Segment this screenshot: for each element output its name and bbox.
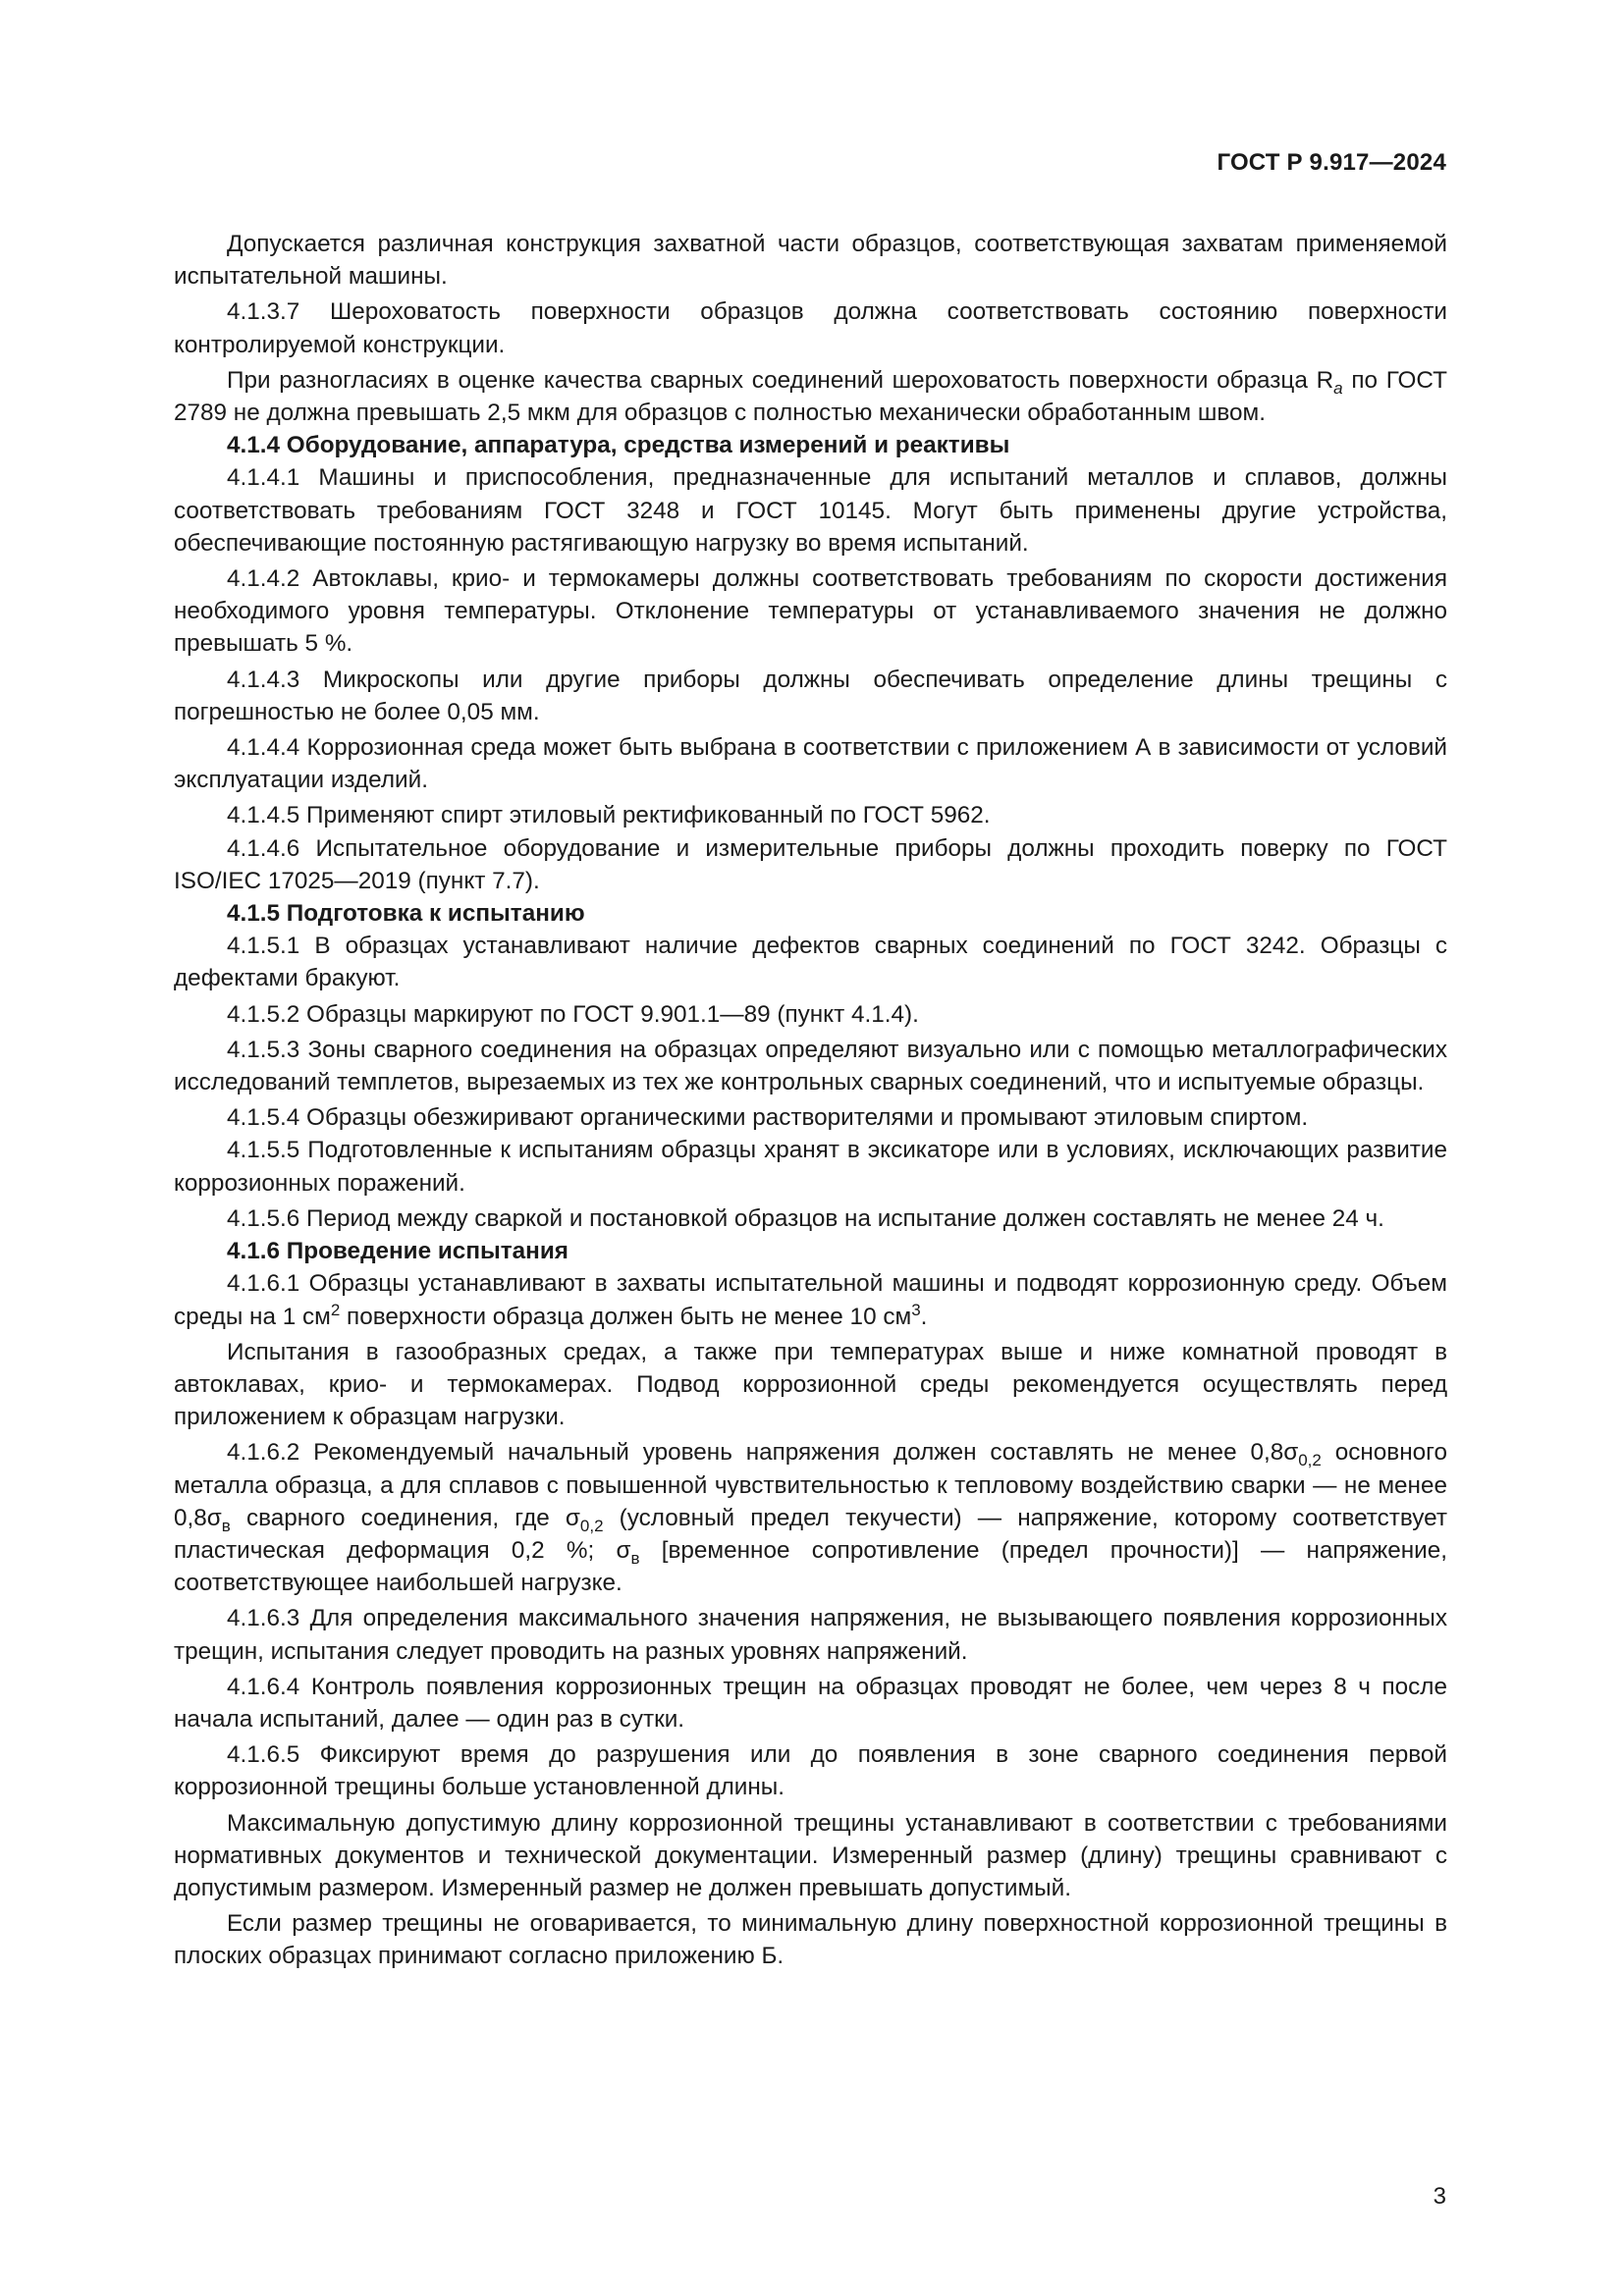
superscript: 2 [330,1300,341,1319]
clause-4-1-6-2 [174,1436,1447,1599]
document-body [174,228,1447,1973]
paragraph-unspecified-crack: Если размер трещины не оговаривается, то минимальную длину поверхностной коррозионной трещины в плоских образцах принимают согласно приложению Б. [174,1910,1447,1970]
clause-4-1-4-5: 4.1.4.5 Применяют спирт этиловый ректификованный по ГОСТ 5962. [227,802,991,829]
paragraph: Допускается различная конструкция захватной части образцов, соответствующая захватам применяемой испытательной машины. [174,231,1447,291]
clause-4-1-4-6: 4.1.4.6 Испытательное оборудование и измерительные приборы должны проходить поверку по ГОСТ ISO/IEC 17025—2019 (пункт 7.7). [174,834,1447,894]
clause-4-1-5-3: 4.1.5.3 Зоны сварного соединения на образцах определяют визуально или с помощью металлографических исследований темплетов, вырезаемых из тех же контрольных сварных соединений, что и испытуемые образцы. [174,1036,1447,1096]
text-span: сварного соединения, где σ [230,1504,580,1531]
subscript: в [221,1516,231,1535]
subscript: a [1333,378,1343,398]
clause-4-1-6-1 [174,1267,1447,1332]
clause-4-1-6-3: 4.1.6.3 Для определения максимального значения напряжения, не вызывающего появления коррозионных трещин, испытания следует проводить на разных уровнях напряжений. [174,1605,1447,1665]
subscript: в [630,1548,640,1568]
text-span: 4.1.6.2 Рекомендуемый начальный уровень напряжения должен составлять не менее 0,8σ [227,1439,1299,1467]
clause-4-1-4-4: 4.1.4.4 Коррозионная среда может быть выбрана в соответствии с приложением А в зависимости от условий эксплуатации изделий. [174,734,1447,794]
text-span: поверхности образца должен быть не менее 10 см [340,1303,912,1330]
text-span: [временное сопротивление (предел прочности)] — напряжение, соответствующее наибольшей нагрузке. [174,1536,1447,1597]
paragraph-max-crack-length: Максимальную допустимую длину коррозионной трещины устанавливают в соответствии с требованиями нормативных документов и технической документации. Измеренный размер (длину) трещины сравнивают с допустимым размером. Измеренный размер не должен превышать допустимый. [174,1809,1447,1901]
page-number: 3 [1433,2183,1446,2210]
subscript: 0,2 [579,1516,604,1535]
section-heading-4-1-6: 4.1.6 Проведение испытания [227,1238,568,1265]
text-span: . [920,1303,928,1330]
subscript: 0,2 [1298,1451,1322,1470]
clause-4-1-5-4: 4.1.5.4 Образцы обезжиривают органическими растворителями и промывают этиловым спиртом. [227,1104,1309,1132]
document-code-header: ГОСТ Р 9.917—2024 [1217,149,1446,176]
clause-4-1-6-5: 4.1.6.5 Фиксируют время до разрушения или до появления в зоне сварного соединения первой коррозионной трещины больше установленной длины. [174,1741,1447,1801]
clause-4-1-4-3: 4.1.4.3 Микроскопы или другие приборы должны обеспечивать определение длины трещины с погрешностью не более 0,05 мм. [174,666,1447,725]
text-span: 4.1.6.1 Образцы устанавливают в захваты испытательной машины и подводят коррозионную среду. Объем среды на 1 см [174,1270,1447,1330]
text-span: (условный предел текучести) — напряжение, которому соответствует пластическая деформация 0,2 %; σ [174,1504,1448,1564]
paragraph-gaseous-media: Испытания в газообразных средах, а также при температурах выше и ниже комнатной проводят в автоклавах, крио- и термокамерах. Подвод коррозионной среды рекомендуется осуществлять перед приложением к образцам нагрузки. [174,1338,1447,1431]
superscript: 3 [911,1300,921,1319]
clause-4-1-5-5: 4.1.5.5 Подготовленные к испытаниям образцы хранят в эксикаторе или в условиях, исключающих развитие коррозионных поражений. [174,1137,1447,1197]
clause-4-1-4-1: 4.1.4.1 Машины и приспособления, предназначенные для испытаний металлов и сплавов, должны соответствовать требованиям ГОСТ 3248 и ГОСТ 10145. Могут быть применены другие устройства, обеспечивающие постоянную растягивающую нагрузку во время испытаний. [174,464,1447,557]
clause-4-1-5-1: 4.1.5.1 В образцах устанавливают наличие дефектов сварных соединений по ГОСТ 3242. Образцы с дефектами бракуют. [174,933,1447,992]
section-heading-4-1-5: 4.1.5 Подготовка к испытанию [227,900,585,928]
clause-4-1-3-7: 4.1.3.7 Шероховатость поверхности образцов должна соответствовать состоянию поверхности контролируемой конструкции. [174,298,1447,358]
text-span: При разногласиях в оценке качества сварных соединений шероховатость поверхности образца R [227,366,1334,394]
text-span: по ГОСТ 2789 не должна превышать 2,5 мкм для образцов с полностью механически обработанным швом. [174,366,1447,427]
text-span: основного металла образца, а для сплавов с повышенной чувствительностью к тепловому воздействию сварки — не менее 0,8σ [174,1439,1447,1531]
clause-4-1-6-4: 4.1.6.4 Контроль появления коррозионных трещин на образцах проводят не более, чем через 8 ч после начала испытаний, далее — один раз в сутки. [174,1673,1447,1733]
paragraph-roughness [174,364,1447,429]
clause-4-1-4-2: 4.1.4.2 Автоклавы, крио- и термокамеры должны соответствовать требованиям по скорости достижения необходимого уровня температуры. Отклонение температуры от устанавливаемого значения не должно превышать 5 %. [174,565,1447,658]
section-heading-4-1-4: 4.1.4 Оборудование, аппаратура, средства измерений и реактивы [227,432,1010,459]
clause-4-1-5-2: 4.1.5.2 Образцы маркируют по ГОСТ 9.901.1—89 (пункт 4.1.4). [227,1000,919,1028]
clause-4-1-5-6: 4.1.5.6 Период между сваркой и постановкой образцов на испытание должен составлять не менее 24 ч. [227,1204,1384,1232]
